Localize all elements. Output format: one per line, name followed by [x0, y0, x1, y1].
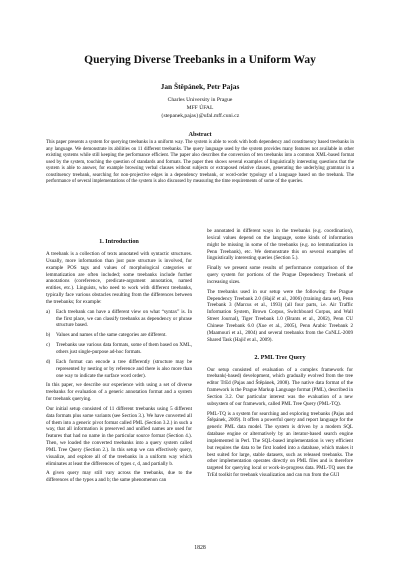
paragraph: Our initial setup consisted of 11 different treebanks using 5 different data formats plus some variants (see Section 3.). We have converted all of them into a generic pivot format called PML (Section 3.2.) in such a way, that all information is preserved and unified names are used for features that had no name in the particular source format (Section 4.). Then, we loaded the converted treebanks into a query system called PML Tree Query (Section 2.). In this setup we can effectively query, visualize, and explore all of the treebanks in a uniform way which eliminates at least the differences of types c, d, and partially b.	[46, 405, 192, 467]
paragraph: The treebanks used in our setup were the following: the Prague Dependency Treebank 2.0 (Hajič et al., 2006) (training data set), Penn Treebank 3 (Marcus et al., 1993) (all four parts, i.e. Air Traffic Information System, Brown Corpus, Switchboard Corpus, and Wall Street Journal), Tiger Treebank 1.0 (Brants et al., 2002), Penn CU Chinese Treebank 6.0 (Xue et al., 2005), Penn Arabic Treebank 2 (Maamouri et al., 2004) and several treebanks from the CoNLL-2009 Shared Task (Hajič et al., 2009).	[207, 288, 353, 343]
abstract-heading: Abstract	[188, 131, 212, 138]
page-number: 1828	[194, 545, 206, 551]
list-item-text: Treebanks use various data formats, some of them based on XML, others just single-purpose ad-hoc formats.	[56, 342, 192, 355]
affiliation-institution: Charles University in Prague	[167, 97, 233, 103]
list-item	[46, 342, 192, 356]
affiliation-department: MFF ÚFAL	[186, 105, 214, 111]
paragraph: A given query may still vary across the treebanks, due to the differences of the types a and b; the same phenomenon can	[46, 470, 192, 484]
list-item-text: Each format can encode a tree differently (structure may be represented by nesting or by reference and there is also more than one way to indicate the surface word order).	[56, 358, 192, 379]
list-item	[46, 359, 192, 380]
section-heading-pml-tree-query: 2. PML Tree Query	[254, 353, 306, 361]
list-item-label: c)	[46, 342, 50, 349]
paper-title: Querying Diverse Treebanks in a Uniform Way	[84, 54, 316, 66]
list-item	[46, 332, 192, 339]
section-heading-introduction: 1. Introduction	[99, 238, 139, 245]
right-column	[207, 228, 353, 482]
list-item-text: Each treebank can have a different view on what “syntax” is. In the first place, we can classify treebanks as dependency or phrase structure based.	[56, 308, 192, 329]
paragraph: be annotated in different ways in the treebanks (e.g. coordination), lexical values depend on the language, some kinds of information might be missing in some of the treebanks (e.g. no lemmatization in Penn Treebank), etc. We demonstrate this on several examples of linguistically interesting queries (Section 5.).	[207, 228, 353, 262]
list-item-label: b)	[46, 332, 51, 339]
left-column	[46, 228, 192, 487]
abstract-text: This paper presents a system for querying treebanks in a uniform way. The system is able to work with both dependency and constituency based treebanks in any language. We demonstrate its abilities on 11 different treebanks. The query language used by the system provides many features not available in other existing systems while still keeping the performance efficient. The paper also describes the conversion of ten treebanks into a common XML-based format used by the system, touching the question of standards and formats. The paper then shows several examples of linguistically interesting questions that the system is able to answer, for example browsing verbal clauses without subjects or extraposed relative clauses, generating the underlying grammar in a constituency treebank, searching for non-projective edges in a dependency treebank, or word-order typology of a language based on the treebank. The performance of several implementations of the system is also discussed by measuring the time requirements of some of the queries.	[46, 140, 354, 185]
list-item-text: Values and names of the same categories are different.	[56, 332, 167, 339]
authors: Jan Štěpánek, Petr Pajas	[160, 82, 240, 91]
list-item-label: a)	[46, 308, 50, 315]
list-item-label: d)	[46, 358, 51, 365]
paragraph: In this paper, we describe our experience with using a set of diverse treebanks for evaluation of a generic annotation format and a system for treebank querying.	[46, 382, 192, 403]
differences-list	[46, 309, 192, 380]
paragraph: Finally we present some results of performance comparison of the query system for portions of the Prague Dependency Treebank of increasing sizes.	[207, 265, 353, 285]
author-emails: {stepanek,pajas}@ufal.mff.cuni.cz	[160, 113, 240, 119]
paragraph: PML-TQ is a system for searching and exploring treebanks (Pajas and Štěpánek, 2009). It offers a powerful query and report language for the generic PML data model. The system is driven by a modern SQL database engine or alternatively by an iterator-based search engine implemented in Perl. The SQL-based implementation is very efficient but requires the data to be first loaded into a database, which makes it best suited for large, stable datasets, such as released treebanks. The other implementation operates directly on PML files and is therefore targeted for querying local or work-in-progress data. PML-TQ uses the TrEd toolkit for treebank visualization and can run from the GUI	[207, 410, 353, 479]
paragraph: A treebank is a collection of texts annotated with syntactic structures. Usually, more information than just pure structure is involved, for example POS tags and values of morphological categories or lemmatization are often included; some treebanks include further annotations (coreference, predicate-argument annotation, named entities, etc.). Linguists, who need to work with different treebanks, typically face various obstacles resulting from the differences between the treebanks; for example:	[46, 251, 192, 305]
list-item	[46, 309, 192, 330]
paragraph: Our setup consisted of evaluation of a complex framework for treebank(-based) development, which gradually evolved from the tree editor TrEd (Pajas and Štěpánek, 2008). The native data format of the framework is the Prague Markup Language format (PML), described in Section 3.2. Our particular interest was the evaluation of a new subsystem of our framework, called PML Tree Query (PML-TQ).	[207, 366, 353, 407]
